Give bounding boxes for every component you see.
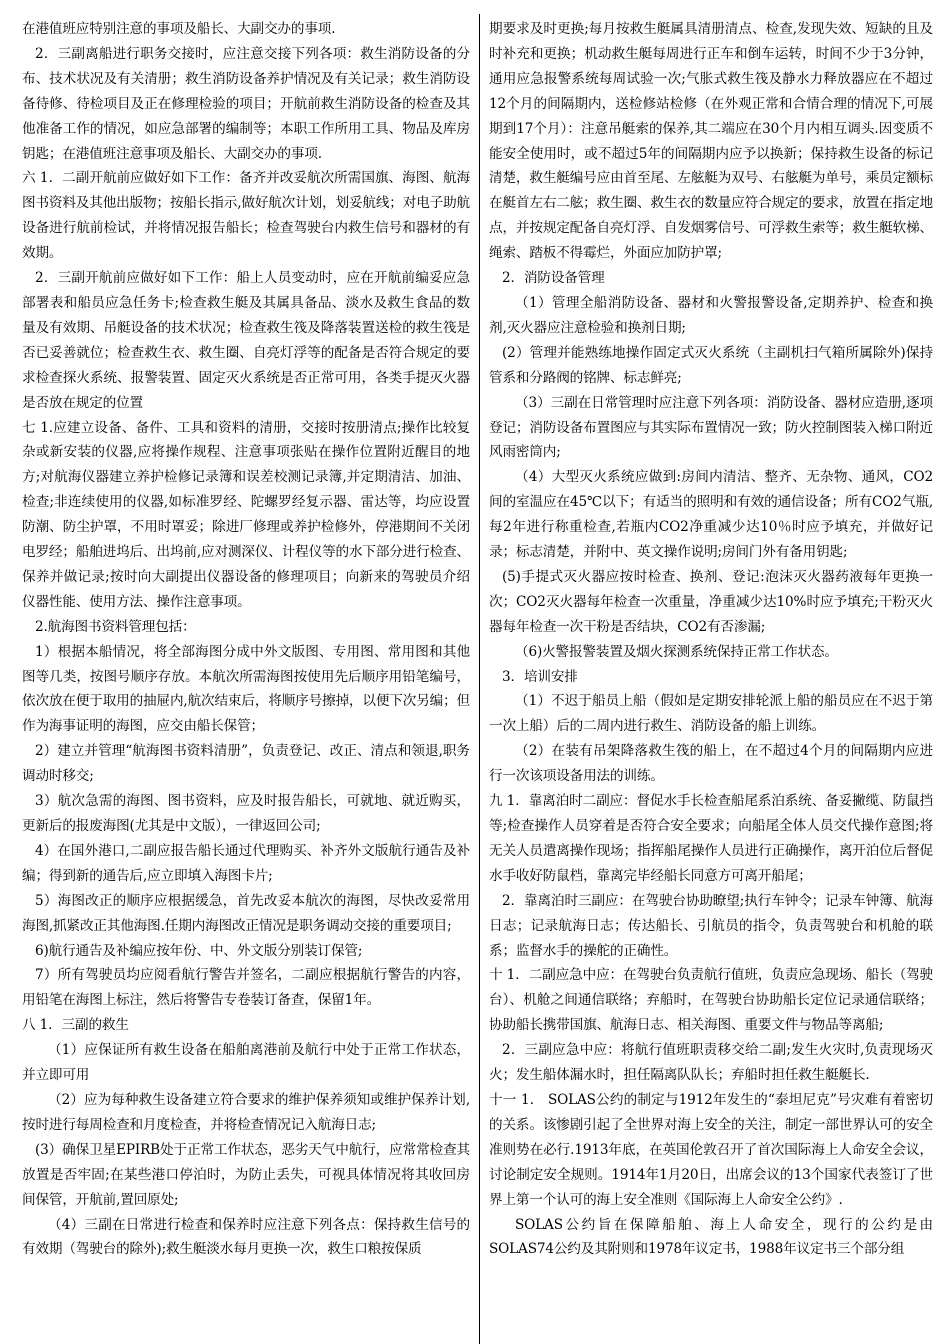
paragraph: （2）应为每种救生设备建立符合要求的维护保养须知或维护保养计划,按时进行每周检查和月度检查，并将检查情况记入航海日志; (22, 1091, 470, 1133)
right-text-column (489, 17, 933, 1344)
paragraph: 7）所有驾驶员均应阅看航行警告并签名，二副应根据航行警告的内容，用铅笔在海图上标注，然后将警告专卷装订备查，保留1年。 (22, 967, 470, 1009)
paragraph: 2）建立并管理“航海图书资料清册”，负责登记、改正、清点和领退,职务调动时移交; (22, 743, 470, 785)
paragraph: 期要求及时更换;每月按救生艇属具清册清点、检查,发现失效、短缺的且及时补充和更换；机动救生艇每周进行正车和倒车运转，时间不少于3分钟，通用应急报警系统每周试验一次;气胀式救生筏及静水力释放器应在不超过12个月的间隔期内，送检修站检修（在外观正常和合情合理的情况下,可展期到17个月）：注意吊艇索的保养,其二端应在30个月内相互调头.因变质不能安全使用时，或不超过5年的间隔期内应予以换新；保持救生设备的标记清楚，救生艇编号应由首至尾、左舷艇为双号、右舷艇为单号，乘员定额标在艇首左右二舷；救生圈、救生衣的数量应符合规定的要求，放置在指定地点，并按规定配备自亮灯浮、自发烟雾信号、可浮救生索等；救生艇软梯、绳索、踏板不得霉烂，外面应加防护罩; (489, 21, 933, 262)
left-text-column (22, 17, 470, 1344)
paragraph: (2）管理并能熟练地操作固定式灭火系统（主副机扫气箱所属除外)保持管系和分路阀的铭牌、标志鲜亮; (489, 344, 933, 386)
paragraph: 七 1.应建立设备、备件、工具和资料的清册，交接时按册清点;操作比较复杂或新安装的仪器,应将操作规程、注意事项张贴在操作位置附近醒目的地方;对航海仪器建立养护检修记录簿和误差校测记录簿,并定期清洁、加油、检查;非连续使用的仪器,如标准罗经、陀螺罗经复示器、雷达等，均应设置防潮、防尘护罩，不用时罩妥；除进厂修理或养护检修外，停港期间不关闭电罗经；船舶进坞后、出坞前,应对测深仪、计程仪等的水下部分进行检查、保养并做记录;按时向大副提出仪器设备的修理项目；向新来的驾驶员介绍仪器性能、使用方法、操作注意事项。 (22, 419, 470, 610)
paragraph: 2．靠离泊时三副应：在驾驶台协助瞭望;执行车钟令；记录车钟簿、航海日志；记录航海日志；传达船长、引航员的指令，负责驾驶台和机舱的联系；监督水手的操舵的正确性。 (489, 892, 933, 959)
paragraph: （2）在装有吊架降落救生筏的船上，在不超过4个月的间隔期内应进行一次该项设备用法的训练。 (489, 743, 933, 785)
paragraph: 2．三副应急中应：将航行值班职责移交给二副;发生火灾时,负责现场灭火；发生船体漏水时，担任隔离队队长；弃船时担任救生艇艇长. (489, 1042, 933, 1084)
paragraph: （6)火警报警装置及烟火探测系统保持正常工作状态。 (515, 643, 838, 660)
paragraph: 2．三副开航前应做好如下工作：船上人员变动时，应在开航前编妥应急部署表和船员应急任务卡;检查救生艇及其属具备品、淡水及救生食品的数量及有效期、吊艇设备的技术状况；检查救生筏及降落装置送检的救生筏是否已妥善就位；检查救生衣、救生圈、自亮灯浮等的配备是否符合规定的要求检查探火系统、报警装置、固定灭火系统是否正常可用，各类手提灭火器是否放在规定的位置 (22, 270, 470, 411)
paragraph: 在港值班应特别注意的事项及船长、大副交办的事项. (22, 21, 336, 37)
paragraph: （4）三副在日常进行检查和保养时应注意下列各点：保持救生信号的有效期（驾驶台的除外);救生艇淡水每月更换一次，救生口粮按保质 (22, 1216, 470, 1258)
paragraph: SOLAS公约旨在保障船舶、海上人命安全，现行的公约是由SOLAS74公约及其附则和1978年议定书，1988年议定书三个部分组 (489, 1216, 933, 1258)
paragraph: （3）三副在日常管理时应注意下列各项：消防设备、器材应造册,逐项登记；消防设备布置图应与其实际布置情况一致；防火控制图装入梯口附近风雨密筒内; (489, 394, 933, 461)
paragraph: 6)航行通告及补编应按年份、中、外文版分别装订保管; (35, 942, 363, 959)
paragraph: 十一 1． SOLAS公约的制定与1912年发生的“泰坦尼克”号灾难有着密切的关系。该惨剧引起了全世界对海上安全的关注，制定一部世界认可的安全准则势在必行.1913年底，在英国伦敦召开了首次国际海上人命安全会议，讨论制定安全规则。1914年1月20日，出席会议的13个国家代表签订了世界上第一个认可的海上安全准则《国际海上人命安全公约》. (489, 1091, 933, 1208)
paragraph: (5)手提式灭火器应按时检查、换剂、登记:泡沫灭火器药液每年更换一次；CO2灭火器每年检查一次重量，净重减少达10%时应予填充;干粉灭火器每年检查一次干粉是否结块，CO2有否渗漏; (489, 568, 933, 635)
paragraph: （1）不迟于船员上船（假如是定期安排轮派上船的船员应在不迟于第一次上船）后的二周内进行救生、消防设备的船上训练。 (489, 693, 933, 735)
paragraph: 5）海图改正的顺序应根据缓急，首先改妥本航次的海图，尽快改妥常用海图,抓紧改正其他海图.任期内海图改正情况是职务调动交接的重要项目; (22, 892, 470, 934)
paragraph: 八 1．三副的救生 (22, 1017, 129, 1034)
paragraph: 六 1．二副开航前应做好如下工作：备齐并改妥航次所需国旗、海图、航海图书资料及其他出版物；按船长指示,做好航次计划，划妥航线；对电子助航设备进行航前检试，并将情况报告船长；检查驾驶台内救生信号和器材的有效期。 (22, 170, 470, 262)
paragraph: （1）应保证所有救生设备在船舶离港前及航行中处于正常工作状态，并立即可用 (22, 1042, 470, 1084)
paragraph: 1）根据本船情况，将全部海图分成中外文版图、专用图、常用图和其他图等几类，按图号顺序存放。本航次所需海图按使用先后顺序用铅笔编号，依次放在便于取用的抽屉内,航次结束后，将顺序号擦掉，以便下次另编；但作为海事证明的海图，应交由船长保管； (22, 643, 470, 735)
paragraph: （1）管理全船消防设备、器材和火警报警设备,定期养护、检查和换剂,灭火器应注意检验和换剂日期; (489, 294, 933, 336)
paragraph: 2.航海图书资料管理包括： (35, 618, 196, 635)
paragraph: 4）在国外港口,二副应报告船长通过代理购买、补齐外文版航行通告及补编；得到新的通告后,应立即填入海图卡片; (22, 842, 470, 884)
paragraph: 九 1．靠离泊时二副应：督促水手长检查船尾系泊系统、备妥撇缆、防鼠挡等;检查操作人员穿着是否符合安全要求；向船尾全体人员交代操作意图;将无关人员遣离操作现场；指挥船尾操作人员进行正确操作，离开泊位后督促水手收好防鼠档，靠离完毕经船长同意方可离开船尾； (489, 793, 933, 884)
paragraph: 3．培训安排 (502, 668, 578, 685)
paragraph: (3）确保卫星EPIRB处于正常工作状态，恶劣天气中航行，应常常检查其放置是否牢固;在某些港口停泊时，为防止丢失，可视具体情况将其收回房间保管，开航前,置回原处; (22, 1141, 470, 1208)
paragraph: 3）航次急需的海图、图书资料，应及时报告船长，可就地、就近购买，更新后的报废海图(尤其是中文版），一律返回公司; (22, 793, 470, 834)
column-divider (479, 14, 480, 1344)
paragraph: 十 1．二副应急中应：在驾驶台负责航行值班，负责应急现场、船长（驾驶台）、机舱之间通信联络；弃船时，在驾驶台协助船长定位记录通信联络；协助船长携带国旗、航海日志、相关海图、重要文件与物品等离船; (489, 967, 933, 1034)
paragraph: 2．三副离船进行职务交接时，应注意交接下列各项：救生消防设备的分布、技术状况及有关清册；救生消防设备养护情况及有关记录；救生消防设备待修、待检项目及正在修理检验的项目；开航前救生消防设备的检查及其他准备工作的情况，如应急部署的编制等；本职工作所用工具、物品及库房钥匙；在港值班注意事项及船长、大副交办的事项. (22, 45, 470, 162)
paragraph: （4）大型灭火系统应做到:房间内清洁、整齐、无杂物、通风，CO2间的室温应在45℃以下；有适当的照明和有效的通信设备；所有CO2气瓶,每2年进行称重检查,若瓶内CO2净重减少达10％时应予填充，并做好记录；标志清楚，并附中、英文操作说明;房间门外有备用钥匙; (489, 469, 933, 561)
paragraph: 2．消防设备管理 (502, 270, 605, 287)
